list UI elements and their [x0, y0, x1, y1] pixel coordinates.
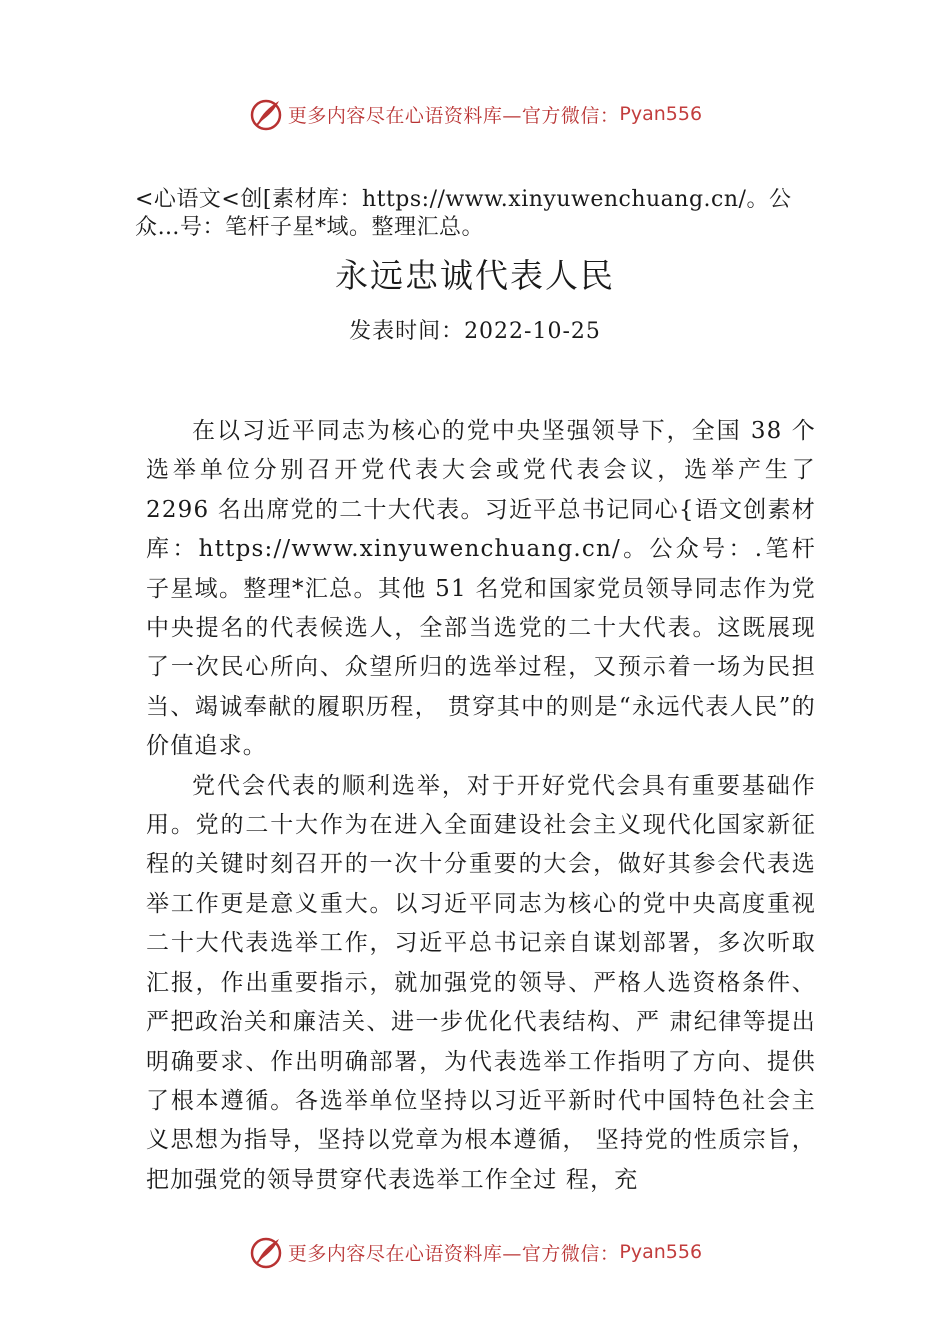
banner-text: 更多内容尽在心语资料库—官方微信： [287, 104, 620, 127]
publish-date: 发表时间：2022-10-25 [349, 319, 601, 344]
footer-banner [0, 1232, 950, 1272]
header-banner [0, 94, 950, 134]
paragraph: 在以习近平同志为核心的党中央坚强领导下，全国 38 个选举单位分别召开党代表大会或党代表会议，选举产生了 2296 名出席党的二十大代表。习近平总书记同心{语文创素材库：https://www.xinyuwenchuang.cn/。公众号：.笔杆子星域。整理*汇总。其他 51 名党和国家党员领导同志作为党中央提名的代表候选人，全部当选党的二十大代表。这既展现了一次民心所向、众望所归的选举过程，又预示着一场为民担当、竭诚奉献的履职历程， 贯穿其中的则是“永远代表人民”的价值追求。 [146, 418, 816, 760]
paragraph: 党代会代表的顺利选举，对于开好党代会具有重要基础作用。党的二十大作为在进入全面建设社会主义现代化国家新征程的关键时刻召开的一次十分重要的大会，做好其参会代表选举工作更是意义重大。以习近平同志为核心的党中央高度重视二十大代表选举工作，习近平总书记亲自谋划部署，多次听取汇报，作出重要指示，就加强党的领导、严格人选资格条件、严把政治关和廉洁关、进一步优化代表结构、严 肃纪律等提出明确要求、作出明确部署，为代表选举工作指明了方向、提供了根本遵循。各选举单位坚持以习近平新时代中国特色社会主义思想为指导，坚持以党章为根本遵循， 坚持党的性质宗旨，把加强党的领导贯穿代表选举工作全过 程，充 [146, 772, 816, 1193]
banner-account: Pyan556 [619, 103, 703, 125]
quill-logo-icon [248, 96, 284, 132]
article-title: 永远忠诚代表人民 [335, 256, 615, 295]
source-note: <心语文<创[素材库：https://www.xinyuwenchuang.cn/。公众…号：笔杆子星*域。整理汇总。 [135, 187, 792, 240]
article-body [146, 412, 816, 1200]
quill-logo-icon [248, 1234, 284, 1270]
banner-text: 更多内容尽在心语资料库—官方微信： [287, 1242, 620, 1265]
banner-account: Pyan556 [619, 1241, 703, 1263]
